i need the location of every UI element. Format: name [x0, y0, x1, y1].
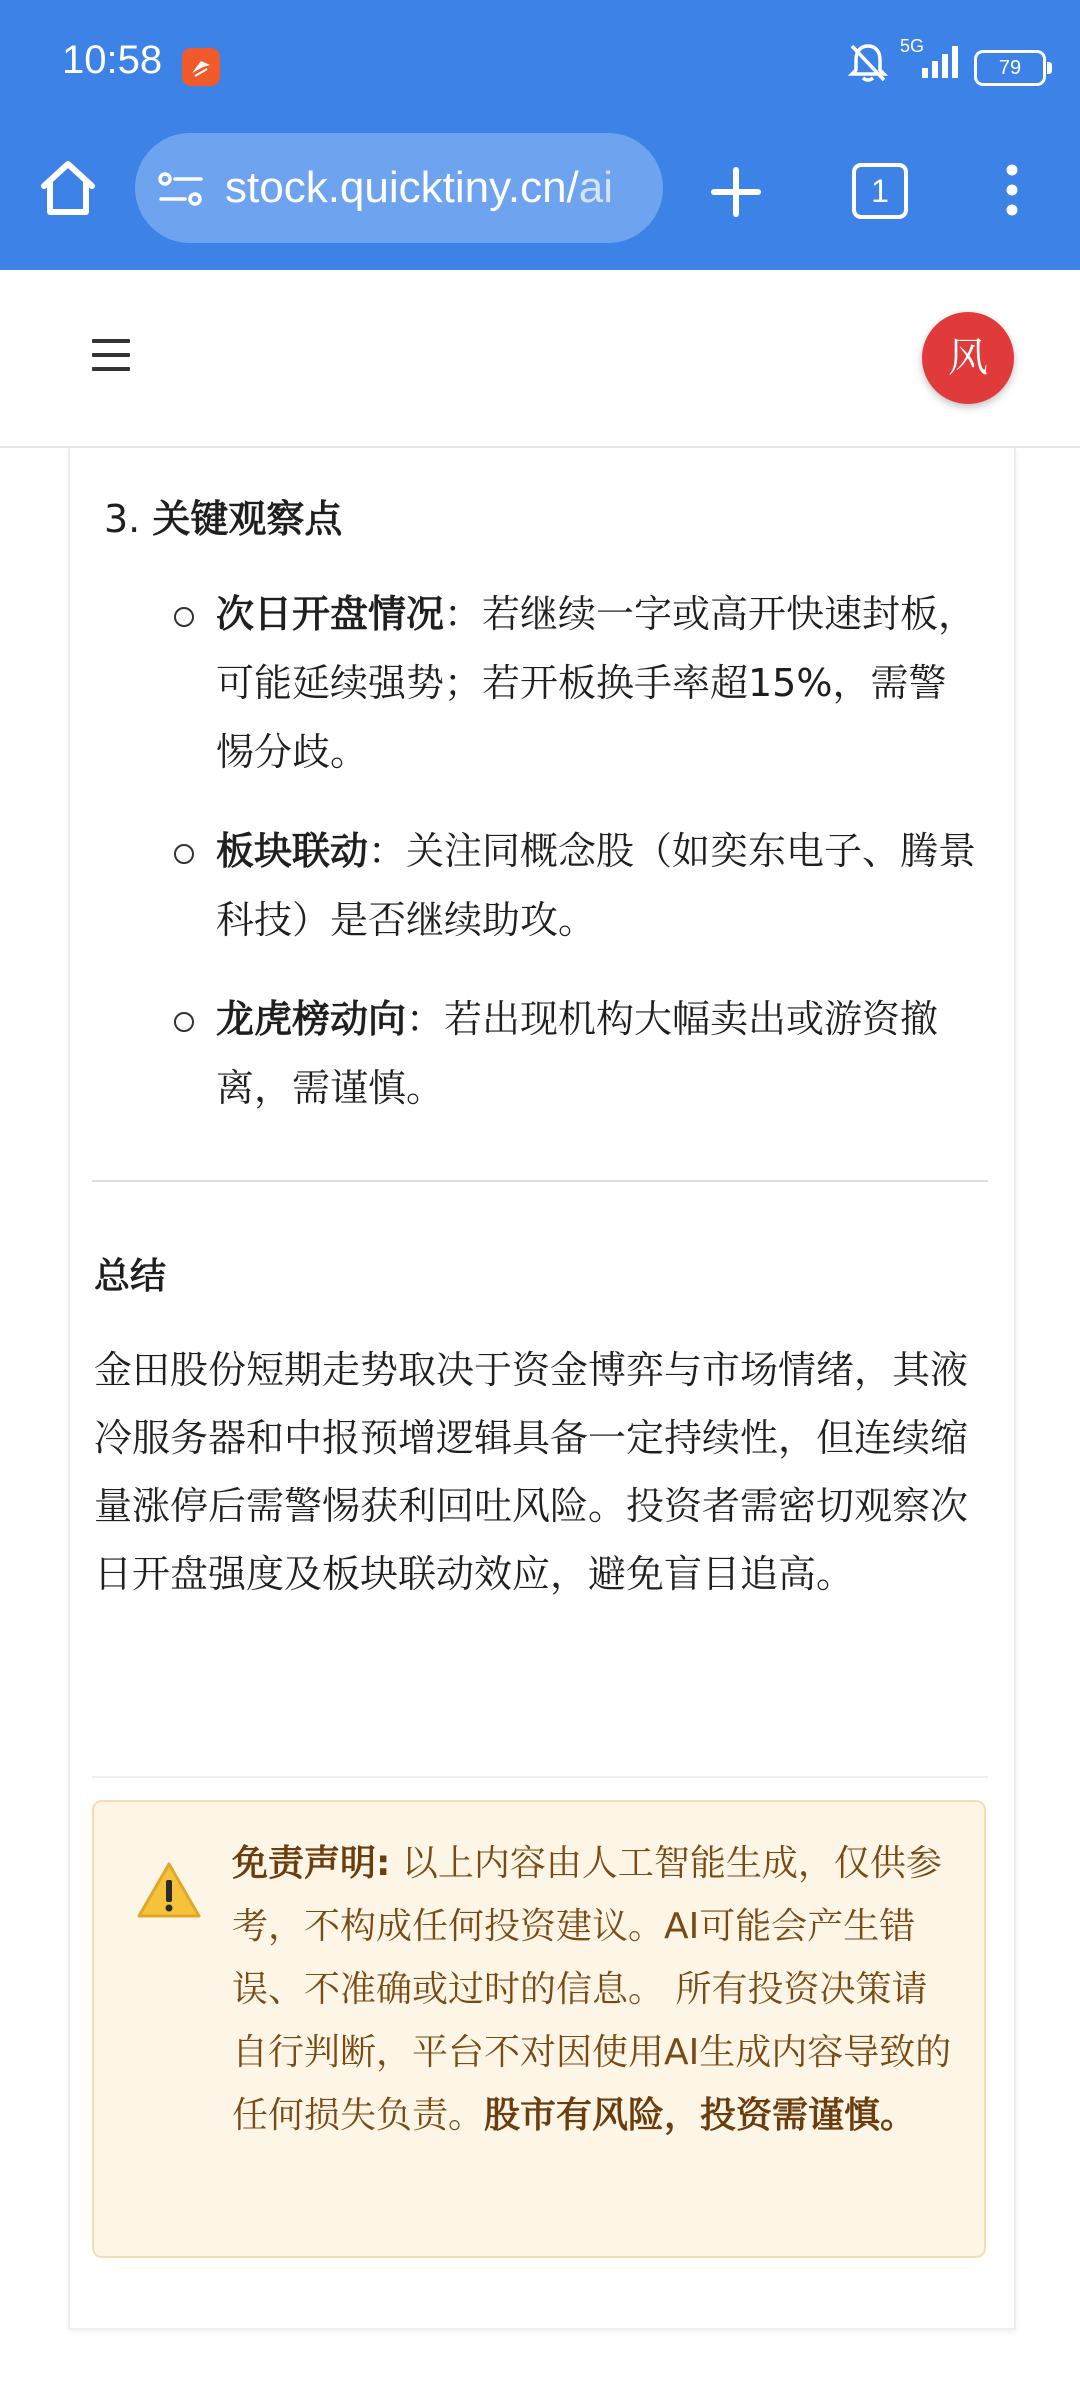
status-time: 10:58 — [62, 38, 163, 82]
disclaimer-text — [232, 1832, 952, 2147]
tab-switcher-button[interactable]: 1 — [852, 163, 908, 219]
divider — [92, 1776, 988, 1778]
new-tab-icon[interactable] — [706, 162, 766, 222]
notification-app-icon — [182, 48, 220, 86]
site-settings-icon[interactable] — [157, 169, 205, 209]
disclaimer-label: 免责声明: — [232, 1843, 391, 1884]
home-icon[interactable] — [36, 156, 100, 220]
site-header — [0, 272, 1080, 448]
section-heading — [104, 488, 342, 543]
address-bar[interactable] — [135, 133, 663, 243]
signal-icon — [920, 44, 962, 80]
browser-toolbar — [0, 130, 1080, 270]
section-number: 3. — [104, 497, 141, 541]
list-item-text: ：若继续一字或高开快速封板，可能延续强势；若开板换手率超15%，需警惕分歧。 — [216, 592, 977, 774]
warning-icon — [136, 1860, 202, 1920]
list-item-text: ：关注同概念股（如奕东电子、腾景科技）是否继续助攻。 — [216, 829, 977, 942]
divider — [92, 1180, 988, 1182]
observation-list — [170, 580, 980, 1153]
list-item-title: 次日开盘情况 — [216, 592, 445, 636]
list-item — [170, 985, 980, 1123]
hamburger-menu-icon[interactable] — [92, 339, 130, 381]
disclaimer-body: 以上内容由人工智能生成，仅供参考，不构成任何投资建议。AI可能会产生错误、不准确或过时的信息。 所有投资决策请自行判断，平台不对因使用AI生成内容导致的任何损失负责。 — [232, 1843, 952, 2136]
summary-body: 金田股份短期走势取决于资金博弈与市场情绪，其液冷服务器和中报预增逻辑具备一定持续性，但连续缩量涨停后需警惕获利回吐风险。投资者需密切观察次日开盘强度及板块联动效应，避免盲目追高。 — [94, 1348, 969, 1596]
status-bar — [0, 0, 1080, 130]
more-options-icon[interactable] — [990, 160, 1034, 220]
bullet-circle-icon — [174, 844, 194, 864]
list-item-text: ：若出现机构大幅卖出或游资撤离，需谨慎。 — [216, 997, 939, 1110]
list-item-title: 板块联动 — [216, 829, 369, 873]
bullet-circle-icon — [174, 607, 194, 627]
mute-bell-icon — [846, 40, 890, 84]
url-path: ai — [578, 163, 614, 212]
network-label: 5G — [900, 36, 925, 56]
url-text[interactable] — [225, 163, 613, 213]
avatar[interactable]: 风 — [922, 312, 1014, 404]
status-icons — [846, 36, 1046, 90]
list-item — [170, 580, 980, 787]
bullet-circle-icon — [174, 1012, 194, 1032]
disclaimer-box — [92, 1800, 986, 2258]
battery-indicator: 79 — [974, 50, 1046, 86]
summary-title: 总结 — [94, 1256, 167, 1297]
url-host: stock.quicktiny.cn/ — [225, 163, 579, 212]
list-item — [170, 817, 980, 955]
section-title: 关键观察点 — [152, 497, 343, 541]
disclaimer-emphasis: 股市有风险，投资需谨慎。 — [484, 2095, 917, 2136]
list-item-title: 龙虎榜动向 — [216, 997, 407, 1041]
